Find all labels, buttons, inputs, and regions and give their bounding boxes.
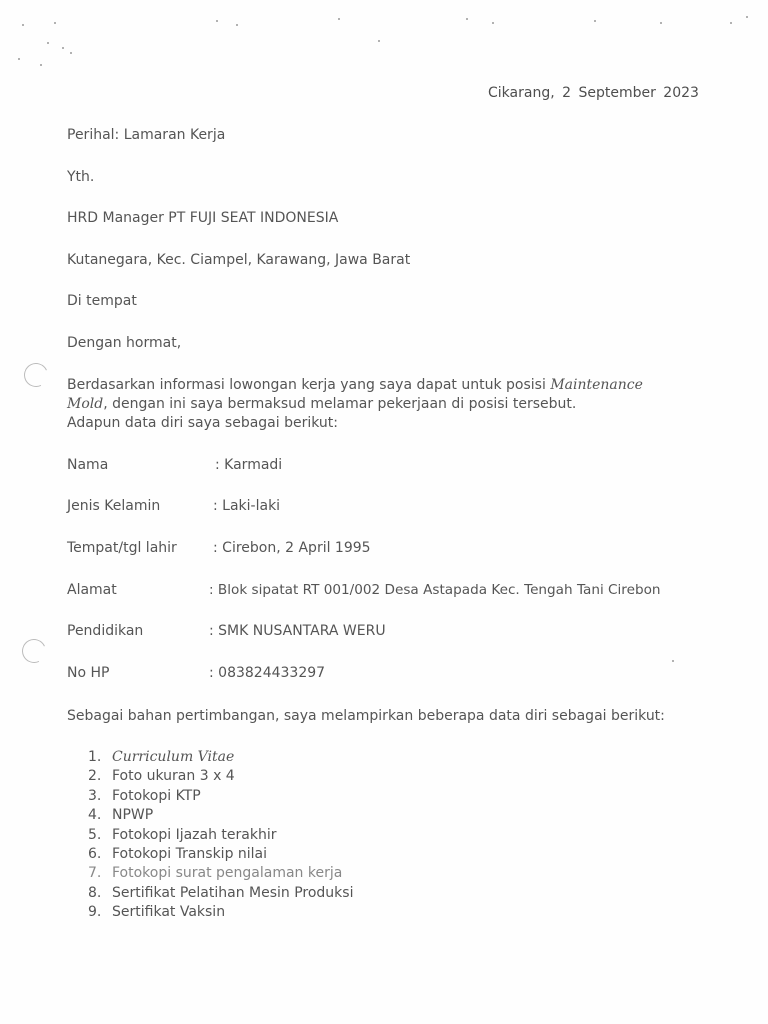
position-italic: Maintenance xyxy=(550,377,643,393)
scan-speck xyxy=(216,20,218,22)
scan-speck xyxy=(672,660,674,662)
intro-text: Berdasarkan informasi lowongan kerja yang saya dapat untuk posisi xyxy=(67,377,551,393)
field-label-alamat: Alamat xyxy=(67,582,117,598)
list-text: Fotokopi Ijazah terakhir xyxy=(112,826,277,843)
list-number: 5. xyxy=(88,826,102,843)
intro-paragraph xyxy=(67,376,667,433)
list-text: Fotokopi KTP xyxy=(112,787,201,804)
list-number: 8. xyxy=(88,884,102,901)
recipient-name: HRD Manager PT FUJI SEAT INDONESIA xyxy=(67,210,339,226)
scan-speck xyxy=(466,18,468,20)
scan-speck xyxy=(492,22,494,24)
scan-speck xyxy=(22,24,24,26)
scan-speck xyxy=(62,47,64,49)
field-value-no-hp: : 083824433297 xyxy=(209,665,326,681)
field-value-pendidikan: : SMK NUSANTARA WERU xyxy=(209,623,386,639)
scan-speck xyxy=(730,22,732,24)
intro-text: , dengan ini saya bermaksud melamar pekerjaan di posisi tersebut. xyxy=(103,396,577,412)
list-item xyxy=(88,806,353,825)
list-text: Foto ukuran 3 x 4 xyxy=(112,768,235,785)
scan-speck xyxy=(40,64,42,66)
list-number: 9. xyxy=(88,904,102,921)
list-text: Sertifikat Vaksin xyxy=(112,904,226,921)
scan-speck xyxy=(746,16,748,18)
list-item xyxy=(88,845,353,864)
scan-speck xyxy=(378,40,380,42)
list-number: 2. xyxy=(88,768,102,785)
list-number: 1. xyxy=(88,749,102,765)
list-item xyxy=(88,864,353,883)
attachments-list xyxy=(88,748,353,923)
scan-speck xyxy=(18,58,20,60)
list-text: Fotokopi surat pengalaman kerja xyxy=(112,865,343,882)
intro-line xyxy=(67,376,667,395)
list-text: Curriculum Vitae xyxy=(112,749,235,765)
field-value-nama: : Karmadi xyxy=(215,457,283,473)
field-value-jenis-kelamin: : Laki-laki xyxy=(213,498,281,514)
field-label-tempat-tgl-lahir: Tempat/tgl lahir xyxy=(67,540,177,556)
scan-speck xyxy=(70,52,72,54)
list-text: Sertifikat Pelatihan Mesin Produksi xyxy=(112,884,354,901)
list-item xyxy=(88,884,353,903)
salutation: Dengan hormat, xyxy=(67,335,182,351)
scan-speck xyxy=(54,22,56,24)
recipient-greeting: Yth. xyxy=(67,169,95,185)
field-label-jenis-kelamin: Jenis Kelamin xyxy=(67,498,161,514)
list-number: 7. xyxy=(88,865,102,882)
list-text: Fotokopi Transkip nilai xyxy=(112,845,268,862)
scan-speck xyxy=(660,22,662,24)
list-item xyxy=(88,767,353,786)
list-number: 6. xyxy=(88,845,102,862)
list-number: 3. xyxy=(88,787,102,804)
list-number: 4. xyxy=(88,807,102,824)
scan-speck xyxy=(338,18,340,20)
intro-line xyxy=(67,395,667,414)
field-label-pendidikan: Pendidikan xyxy=(67,623,144,639)
recipient-address: Kutanegara, Kec. Ciampel, Karawang, Jawa Barat xyxy=(67,252,411,268)
list-text: NPWP xyxy=(112,807,154,824)
list-item xyxy=(88,787,353,806)
attachments-intro: Sebagai bahan pertimbangan, saya melampirkan beberapa data diri sebagai berikut: xyxy=(67,708,665,724)
scan-speck xyxy=(47,42,49,44)
field-label-nama: Nama xyxy=(67,457,109,473)
list-item xyxy=(88,903,353,922)
letter-date: Cikarang, 2 September 2023 xyxy=(488,85,699,101)
punch-hole xyxy=(21,360,52,391)
field-value-tempat-tgl-lahir: : Cirebon, 2 April 1995 xyxy=(213,540,371,556)
scan-speck xyxy=(594,20,596,22)
recipient-place: Di tempat xyxy=(67,293,137,309)
field-value-alamat: : Blok sipatat RT 001/002 Desa Astapada Kec. Tengah Tani Cirebon xyxy=(209,582,661,598)
subject-line: Perihal: Lamaran Kerja xyxy=(67,127,226,143)
scan-speck xyxy=(236,24,238,26)
list-item xyxy=(88,826,353,845)
list-item xyxy=(88,748,353,767)
field-label-no-hp: No HP xyxy=(67,665,110,681)
position-italic: Mold xyxy=(67,396,104,412)
punch-hole xyxy=(19,636,50,667)
intro-line: Adapun data diri saya sebagai berikut: xyxy=(67,415,339,431)
